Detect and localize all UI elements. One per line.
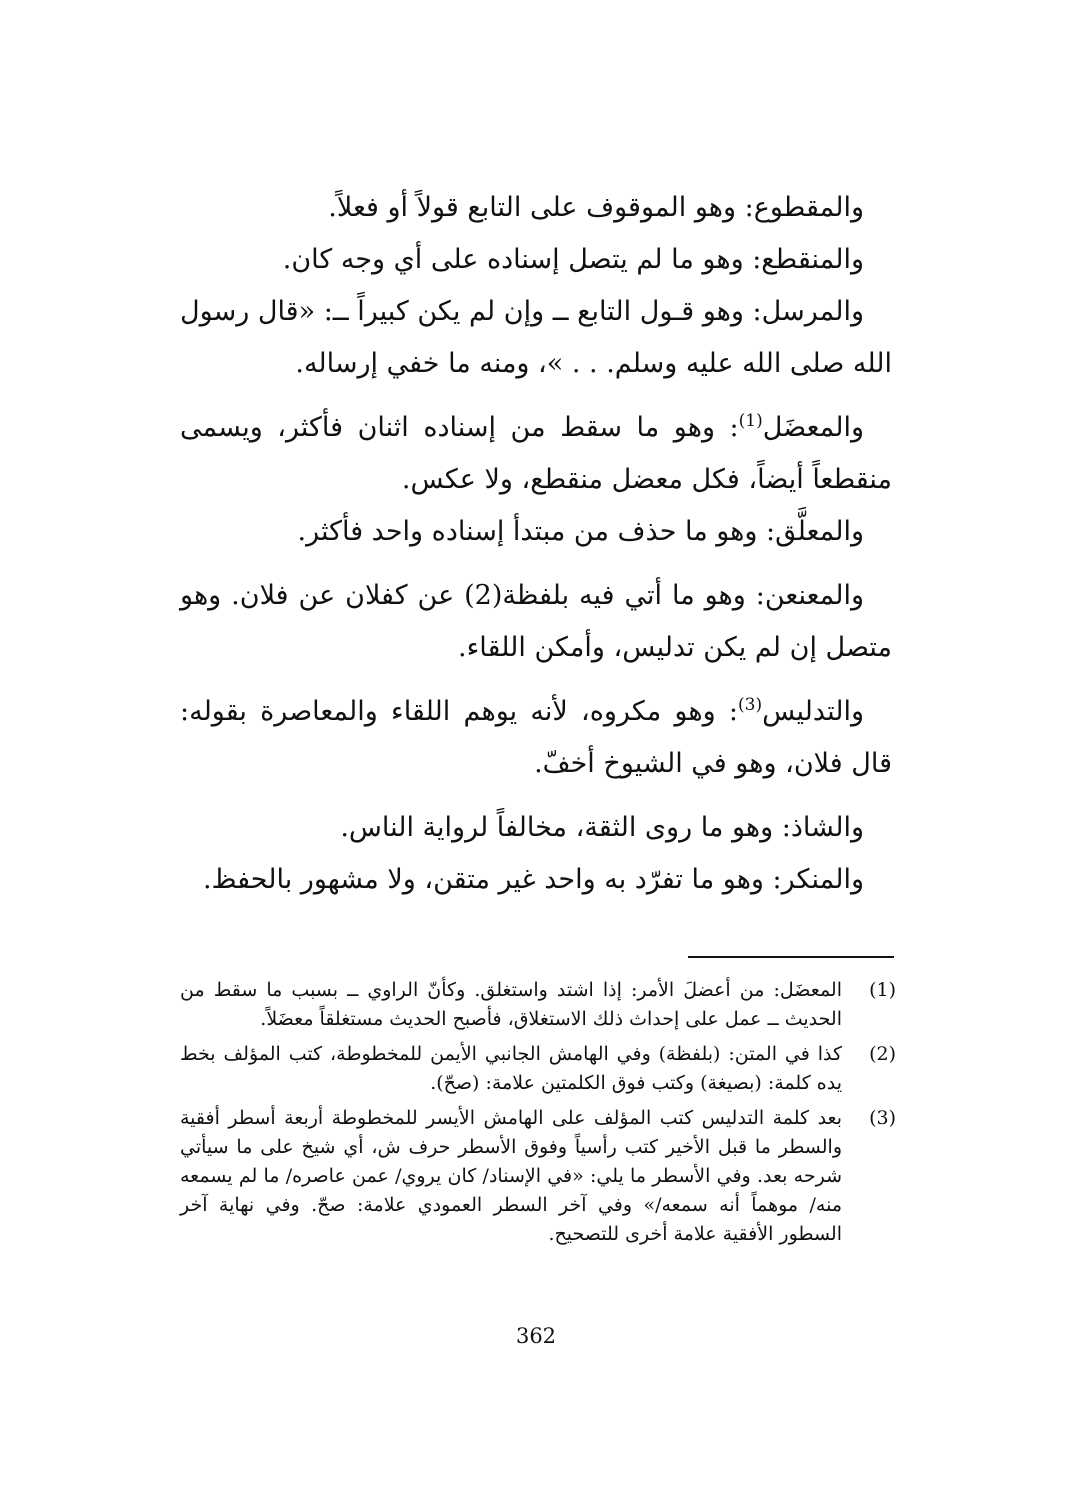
entry-text: : وهو ما أتي فيه بلفظة(2) عن كفلان عن فلان. وهو متصل إن لم يكن تدليس، وأمكن اللقاء. <box>180 580 892 663</box>
entry-text: : وهو ما تفرّد به واحد غير متقن، ولا مشهور بالحفظ. <box>202 864 782 895</box>
footnote-number: (1) <box>869 979 896 1001</box>
footnote-text: كذا في المتن: (بلفظة) وفي الهامش الجانبي الأيمن للمخطوطة، كتب المؤلف بخط يده كلمة: (بصيغة) وكتب فوق الكلمتين علامة: (صحّ). <box>180 1043 842 1094</box>
entry-mursal <box>180 286 892 390</box>
entry-text: : وهو الموقوف على التابع قولاً أو فعلاً. <box>328 192 754 223</box>
footnote-number: (3) <box>869 1107 896 1129</box>
entry-term: والمعلَّق <box>775 516 864 547</box>
footnote-number: (2) <box>869 1043 896 1065</box>
footnote-text: المعضَل: من أعضلَ الأمر: إذا اشتد واستغلق. وكأنّ الراوي ــ بسبب ما سقط من الحديث ــ عمل على إحداث ذلك الاستغلاق، فأصبح الحديث مستغلقاً معضَلاً. <box>180 979 842 1030</box>
footnotes <box>180 976 896 1255</box>
footnote-ref[interactable]: (3) <box>738 695 763 715</box>
entry-tadlis <box>180 686 892 790</box>
entry-muallaq <box>180 506 892 558</box>
entry-text: : وهو مكروه، لأنه يوهم اللقاء والمعاصرة بقوله: قال فلان، وهو في الشيوخ أخفّ. <box>180 696 892 779</box>
entry-text: : وهو قـول التابع ــ وإن لم يكن كبيراً ــ: «قال رسول الله صلى الله عليه وسلم. . . »، ومنه ما خفي إرساله. <box>180 296 892 379</box>
entry-muanan <box>180 570 892 674</box>
entry-shadh <box>180 802 892 854</box>
entry-munqati <box>180 234 892 286</box>
entry-text: : وهو ما حذف من مبتدأ إسناده واحد فأكثر. <box>297 516 776 547</box>
footnote-separator <box>688 956 894 958</box>
footnote-1 <box>180 976 896 1034</box>
main-text <box>180 182 892 906</box>
entry-mudal <box>180 402 892 506</box>
page-number: 362 <box>515 1324 557 1348</box>
footnote-2 <box>180 1040 896 1098</box>
entry-maqtu <box>180 182 892 234</box>
entry-term: والمنقطع <box>761 244 864 275</box>
footnote-3 <box>180 1104 896 1249</box>
entry-text: : وهو ما لم يتصل إسناده على أي وجه كان. <box>282 244 762 275</box>
entry-term: والمقطوع <box>753 192 864 223</box>
entry-term: والمرسل <box>761 296 864 327</box>
entry-term: والمعنعن <box>764 580 864 611</box>
entry-term: والتدليس <box>762 696 864 727</box>
entry-text: : وهو ما سقط من إسناده اثنان فأكثر، ويسمى منقطعاً أيضاً، فكل معضل منقطع، ولا عكس. <box>180 412 892 495</box>
entry-term: والمنكر <box>781 864 864 895</box>
footnote-text: بعد كلمة التدليس كتب المؤلف على الهامش الأيسر للمخطوطة أربعة أسطر أفقية والسطر ما قبل الأخير كتب رأسياً وفوق الأسطر حرف ش، أي شيخ على ما سيأتي شرحه بعد. وفي الأسطر ما يلي: «في الإسناد/ كان يروي/ عمن عاصره/ ما لم يسمعه منه/ موهماً أنه سمعه/» وفي آخر السطر العمودي علامة: صحّ. وفي نهاية آخر السطور الأفقية علامة أخرى للتصحيح. <box>180 1107 842 1245</box>
entry-term: والشاذ <box>790 812 864 843</box>
entry-text: : وهو ما روى الثقة، مخالفاً لرواية الناس. <box>340 812 791 843</box>
entry-munkar <box>180 854 892 906</box>
entry-term: والمعضَل <box>762 412 864 443</box>
footnote-ref[interactable]: (1) <box>738 411 763 431</box>
